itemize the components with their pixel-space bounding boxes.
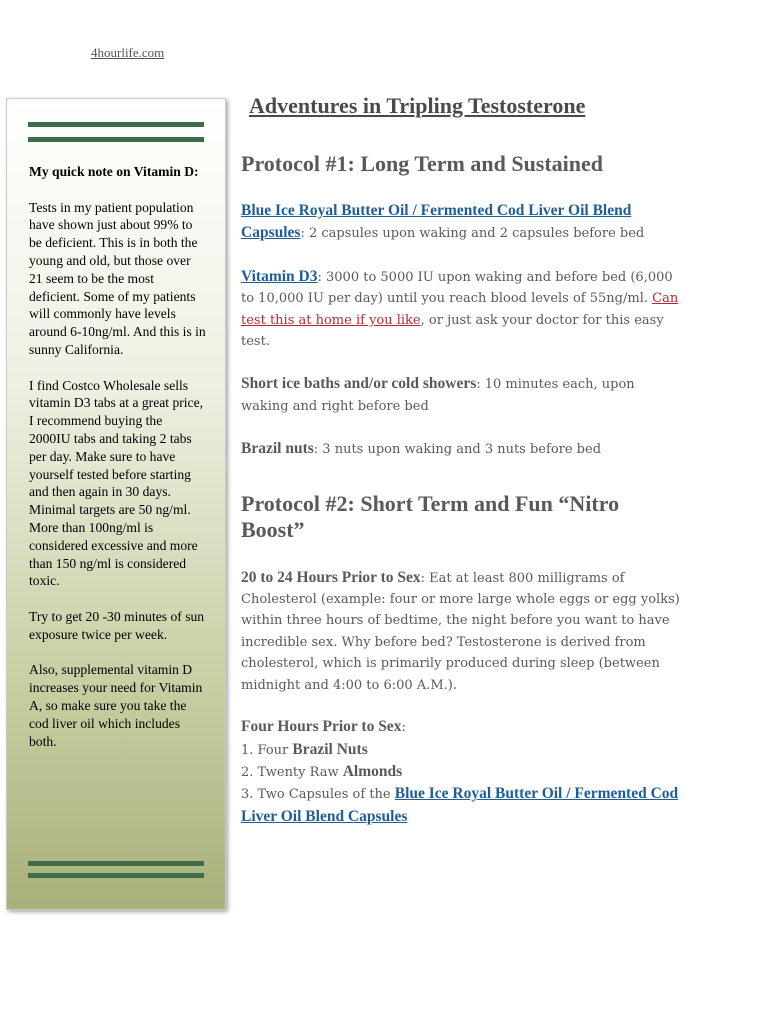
protocol1-item-ice-baths [241, 373, 681, 417]
item-text: : 3000 to 5000 IU upon waking and before bed (6,000 to 10,000 IU per day) until you reach blood levels of 55ng/ml. [241, 269, 673, 307]
list-item-1-prefix: 1. Four [241, 742, 293, 758]
sidebar-paragraph: I find Costco Wholesale sells vitamin D3 tabs at a great price, I recommend buying the 2000IU tabs and taking 2 tabs per day. Make sure to have yourself tested before starting and then again in 30 days. Minimal targets are 50 ng/ml. More than 100ng/ml is considered excessive and more than 150 ng/ml is considered toxic. [29, 377, 204, 589]
sidebar-note-box [6, 98, 226, 910]
brazil-nuts-label: Brazil nuts [241, 440, 314, 458]
item-text: : 3 nuts upon waking and 3 nuts before bed [313, 442, 602, 458]
protocol2-step-24-hours [241, 567, 681, 696]
sidebar-top-bar-1 [28, 122, 204, 127]
sidebar-bottom-bar-2 [28, 873, 204, 878]
protocol1-heading: Protocol #1: Long Term and Sustained [241, 151, 604, 176]
protocol1-item-vitamin-d3 [241, 266, 681, 353]
butter-oil-link[interactable]: Blue Ice Royal Butter Oil / Fermented Cod Liver Oil Blend Capsules [241, 202, 632, 242]
step1-label: 20 to 24 Hours Prior to Sex [241, 568, 421, 586]
item-text: : [401, 720, 406, 736]
sidebar-content [29, 163, 207, 768]
vitamin-d3-link[interactable]: Vitamin D3 [241, 267, 318, 285]
main-content [241, 90, 681, 828]
sidebar-paragraph: Also, supplemental vitamin D increases your need for Vitamin A, so make sure you take the cod liver oil which includes both. [29, 662, 203, 749]
list-item-1-bold: Brazil Nuts [292, 740, 368, 758]
item-text: : Eat at least 800 milligrams of Cholesterol (example: four or more large whole eggs or egg yolks) within three hours of bedtime, the night before you want to have incredible sex. Why before bed? Testosterone is derived from cholesterol, which is primarily produced during sleep (between midnight and 4:00 to 6:00 A.M.). [241, 570, 680, 693]
step2-label: Four Hours Prior to Sex [241, 718, 402, 736]
butter-oil-capsules-link[interactable]: Blue Ice Royal Butter Oil / Fermented Cod Liver Oil Blend Capsules [241, 785, 679, 825]
site-link[interactable]: 4hourlife.com [91, 45, 165, 60]
sidebar-paragraph: Try to get 20 -30 minutes of sun exposure twice per week. [29, 608, 205, 642]
page-title: Adventures in Tripling Testosterone [249, 93, 586, 118]
sidebar-heading: My quick note on Vitamin D: [29, 164, 199, 179]
sidebar-top-bar-2 [28, 137, 204, 142]
protocol1-item-brazil-nuts [241, 438, 681, 460]
sidebar-bottom-bar-1 [28, 861, 204, 866]
sidebar-paragraph: Tests in my patient population have shown just about 99% to be deficient. This is in both the young and old, but those over 21 seem to be the most deficient. Some of my patients will commonly have levels around 6-10ng/ml. And this is in sunny California. [29, 199, 206, 357]
ice-baths-label: Short ice baths and/or cold showers [241, 375, 477, 393]
protocol2-step-4-hours [241, 716, 681, 828]
protocol1-item-butter-oil [241, 200, 681, 245]
home-test-link[interactable]: Can test this at home if you like [241, 291, 679, 328]
item-text: , or just ask your doctor for this easy test. [241, 312, 664, 350]
item-text: : 10 minutes each, upon waking and right before bed [241, 377, 635, 414]
list-item-2-bold: Almonds [342, 762, 403, 780]
protocol2-heading: Protocol #2: Short Term and Fun “Nitro Boost” [241, 490, 620, 542]
item-text: : 2 capsules upon waking and 2 capsules before bed [300, 226, 645, 242]
list-item-2-prefix: 2. Twenty Raw [241, 764, 343, 780]
list-item-3-prefix: 3. Two Capsules of the [241, 787, 395, 803]
